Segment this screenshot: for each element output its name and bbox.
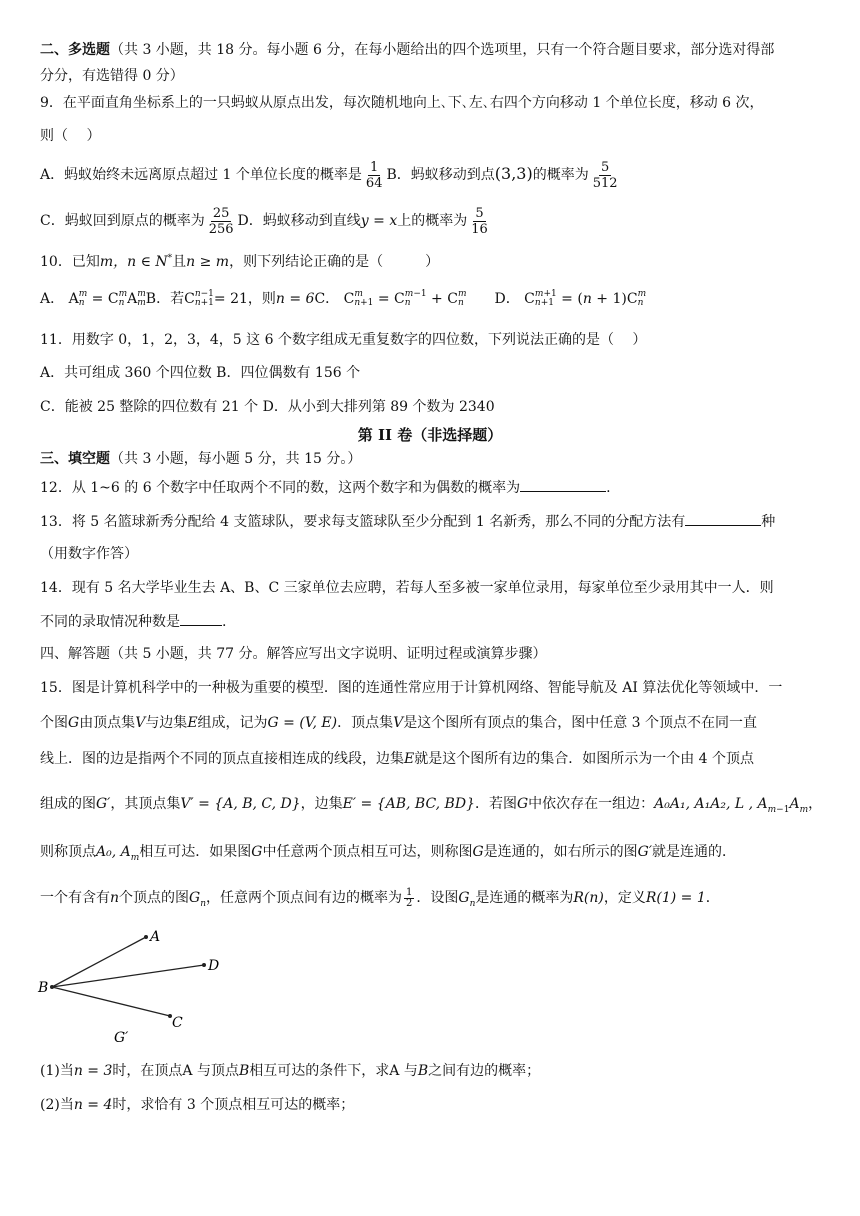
q15-line6: 一个有含有n个顶点的图$G_n$，任意两个顶点间有边的概率为 $\frac{1}{2}$ ．设图$G_n$是连通的概率为R(n)，定义R(1) = 1． <box>40 886 720 909</box>
q14-line1: 14．现有 5 名大学毕业生去 A、B、C 三家单位去应聘，若每人至多被一家单位录用，每家单位至少录用其中一人．则 <box>40 580 774 596</box>
q15-part1-n: n = 3 <box>73 1063 113 1079</box>
q15-line1: 15．图是计算机科学中的一种极为重要的模型．图的连通性常应用于计算机网络、智能导航及 AI 算法优化等领域中．一 <box>40 680 783 696</box>
q15-line2 <box>40 713 824 733</box>
symbol-V: V <box>135 715 146 731</box>
q10-option-b-label: B．若 <box>145 291 185 307</box>
symbol-n: n <box>110 890 120 906</box>
q13-end: 种 <box>761 514 776 530</box>
q15-part1 <box>40 1061 824 1081</box>
q9-option-d-fraction <box>469 206 490 237</box>
q9-option-c-fraction <box>207 206 236 237</box>
q15-part-text: (2)当 <box>40 1097 74 1113</box>
q15-text: 线上．图的边是指两个不同的顶点直接相连成的线段，边集 <box>40 751 404 767</box>
q15-line5: 则称顶点A₀, $A_m$相互可达．如果图G中任意两个顶点相互可达，则称图G是连通的，如右所示的图G′就是连通的． <box>40 844 737 863</box>
q15-text: 是连通的，如右所示的图 <box>483 844 638 860</box>
graph-g-prime-diagram <box>36 924 236 1048</box>
q10-option-c-formula: Cm n+1 = Cm−1 n + Cm n <box>339 289 467 308</box>
q15-R-n: R(n) <box>573 890 604 906</box>
q15-text: 与边集 <box>145 715 188 731</box>
q9-option-c-text: C．蚂蚁回到原点的概率为 <box>40 213 205 229</box>
q15-text: ，任意两个顶点间有边的概率为 <box>206 890 403 906</box>
q9-option-d-text: D．蚂蚁移动到直线 <box>237 213 361 229</box>
q9-option-b-text: B．蚂蚁移动到点 <box>386 167 495 183</box>
q10-stem-n-ge-m: n ≥ m <box>186 254 230 270</box>
q15-part2 <box>40 1095 824 1115</box>
q15-text: 一个有含有 <box>40 890 110 906</box>
label-C: C <box>172 1015 183 1031</box>
symbol-G-prime: G′ <box>637 844 653 860</box>
section-3-note: （共 3 小题，每小题 5 分，共 15 分。） <box>110 451 362 467</box>
q9-options-cd <box>40 203 824 239</box>
q15-part-text: 时，求恰有 3 个顶点相互可达的概率； <box>112 1097 355 1113</box>
vertex-A <box>144 935 148 939</box>
diagram-caption: G′ <box>114 1030 129 1046</box>
q12 <box>40 477 824 498</box>
symbol-B: B <box>238 1063 250 1079</box>
q11-options-cd: C．能被 25 整除的四位数有 21 个 D．从小到大排列第 89 个数为 2340 <box>40 399 495 415</box>
section-2-note: （共 3 小题，共 18 分。每小题 6 分，在每小题给出的四个选项里，只有一个符合题目要求，部分选对得部 <box>110 42 775 58</box>
q13-line2: （用数字作答） <box>40 546 138 562</box>
q13-stem: 13．将 5 名篮球新秀分配给 4 支篮球队，要求每支篮球队至少分配到 1 名新秀，那么不同的分配方法有 <box>40 514 686 530</box>
q15-text: 个顶点的图 <box>119 890 190 906</box>
symbol-G: G <box>68 715 80 731</box>
symbol-Gn: G <box>189 890 201 906</box>
edge-BC <box>52 987 170 1016</box>
vertex-D <box>202 963 206 967</box>
q15-text: ．设图 <box>416 890 459 906</box>
fraction-denominator: 512 <box>592 175 618 191</box>
vertex-B <box>50 985 54 989</box>
q15-line3 <box>40 749 824 769</box>
symbol-E: E <box>404 751 415 767</box>
q9-stem-line2: 则（ ） <box>40 128 101 144</box>
edge-BA <box>52 937 146 987</box>
q14-line2-text: 不同的录取情况种数是 <box>40 614 180 630</box>
q10-option-b-value: n = 6 <box>275 291 315 307</box>
q15-graph-definition: G = (V, E) <box>267 715 338 731</box>
q10-option-d-formula: Cm+1 n+1 = (n + 1)Cm n <box>519 289 647 308</box>
q10-stem-m: m， <box>99 254 128 270</box>
section-2-heading-line <box>40 40 824 60</box>
q10-stem-tail: ，则下列结论正确的是（ ） <box>229 254 440 270</box>
symbol-G: G <box>516 796 529 812</box>
label-A: A <box>150 929 161 945</box>
q9-option-a-fraction <box>364 160 385 191</box>
fraction-numerator: 1 <box>370 159 379 175</box>
q9-option-b-fraction <box>591 160 620 191</box>
symbol-E: E <box>187 715 198 731</box>
q15-part-text: (1)当 <box>40 1063 74 1079</box>
q10-option-b-text: = 21，则 <box>213 291 276 307</box>
section-2-heading: 二、多选题 <box>40 42 110 58</box>
q15-text: 就是连通的． <box>652 844 737 860</box>
q10-stem: 10．已知m，n ∈ N*且n ≥ m，则下列结论正确的是（ ） <box>40 253 440 270</box>
q12-stem: 12．从 1~6 的 6 个数字中任取两个不同的数，这两个数字和为偶数的概率为 <box>40 480 521 496</box>
q10-option-a-label: A． <box>40 291 65 307</box>
q9-option-d-text2: 上的概率为 <box>397 213 468 229</box>
fraction-denominator: 64 <box>365 175 383 191</box>
symbol-G: G <box>251 844 263 860</box>
q15-text: 相互可达．如果图 <box>139 844 252 860</box>
q14-end: . <box>222 614 227 630</box>
q10-option-b-formula: Cn−1 n+1 <box>184 289 214 308</box>
q9-options-ab <box>40 156 824 192</box>
section-2-note-line2: 分分，有选错得 0 分） <box>40 68 184 84</box>
q15-part-text: 时，在顶点A 与顶点 <box>112 1063 239 1079</box>
symbol-V: V <box>393 715 404 731</box>
section-3-heading: 三、填空题 <box>40 451 110 467</box>
q10-stem-n-in-N: n ∈ N <box>127 254 168 270</box>
symbol-Gn: G <box>458 890 470 906</box>
q15-line4: 组成的图G′，其顶点集V′ = {A, B, C, D}，边集E′ = {AB, BC, BD}．若图G中依次存在一组边：A₀A₁, A₁A₂, L , $A_{m-1}A_m$， <box>40 796 823 815</box>
edge-BD <box>52 965 204 987</box>
fraction-denominator: 16 <box>471 221 488 237</box>
q15-text: 组成，记为 <box>197 715 268 731</box>
fraction-numerator: 5 <box>475 205 484 221</box>
q15-text: 是这个图所有顶点的集合，图中任意 3 个顶点不在同一直 <box>403 715 758 731</box>
q13 <box>40 511 824 532</box>
q9-stem-line1: 9．在平面直角坐标系上的一只蚂蚁从原点出发，每次随机地向上､下､左､右四个方向移动 1 个单位长度，移动 6 次， <box>40 95 764 111</box>
section-3-heading-line <box>40 449 824 469</box>
symbol-G: G <box>472 844 484 860</box>
q10-stem-and: 且 <box>172 254 187 270</box>
part-2-title: 第 II 卷（非选择题） <box>357 426 503 444</box>
q15-vertex-set: V′ = {A, B, C, D} <box>180 796 301 812</box>
q15-text: ．若图 <box>474 796 517 812</box>
q14-line2 <box>40 611 824 632</box>
q15-text: 则称顶点 <box>40 844 96 860</box>
q15-edge-set: E′ = {AB, BC, BD} <box>342 796 475 812</box>
q13-answer-blank[interactable] <box>685 511 761 526</box>
q14-answer-blank[interactable] <box>180 611 222 626</box>
q15-text: ，其顶点集 <box>110 796 181 812</box>
q15-text: 就是这个图所有边的集合．如图所示为一个由 4 个顶点 <box>414 751 755 767</box>
label-B: B <box>38 980 49 996</box>
q15-text: ． <box>705 890 720 906</box>
fraction-numerator: 1 <box>406 886 413 898</box>
q15-text: 中任意两个顶点相互可达，则称图 <box>262 844 473 860</box>
q10-stem-a: 10．已知 <box>40 254 100 270</box>
q15-text: 是连通的概率为 <box>475 890 574 906</box>
q15-edge-sequence: A₀A₁, A₁A₂, L , A <box>654 796 768 812</box>
q15-text: ，边集 <box>300 796 343 812</box>
section-4-heading: 四、解答题（共 5 小题，共 77 分。解答应写出文字说明、证明过程或演算步骤） <box>40 646 547 662</box>
fraction-denominator: 256 <box>208 221 234 237</box>
q15-part-text: 之间有边的概率； <box>428 1063 541 1079</box>
q15-text: 中依次存在一组边： <box>528 796 655 812</box>
q15-R-1: R(1) = 1 <box>645 890 706 906</box>
q11-stem: 11．用数字 0，1，2，3，4，5 这 6 个数字组成无重复数字的四位数，下列说法正确的是（ ） <box>40 332 647 348</box>
q15-text: ．顶点集 <box>337 715 394 731</box>
q15-text: 由顶点集 <box>79 715 136 731</box>
q12-end: . <box>606 480 611 496</box>
fraction-denominator: 2 <box>406 897 413 909</box>
q9-option-b-point: (3,3) <box>494 164 533 183</box>
symbol-G-prime: G′ <box>96 796 111 812</box>
q9-option-b-text2: 的概率为 <box>532 167 589 183</box>
fraction-numerator: 25 <box>212 205 230 221</box>
q10-option-d-label: D． <box>494 291 520 307</box>
q15-vertices-A0-Am: A₀, A <box>96 844 131 860</box>
fraction-numerator: 5 <box>600 159 610 175</box>
q10-option-a-formula: Am n = Cm n Am m <box>64 289 146 308</box>
q11-options-ab: A．共可组成 360 个四位数 B．四位偶数有 156 个 <box>40 365 361 381</box>
label-D: D <box>208 958 220 974</box>
q15-text: 个图 <box>40 715 68 731</box>
q15-part2-n: n = 4 <box>73 1097 113 1113</box>
q9-option-a-text: A．蚂蚁始终未远离原点超过 1 个单位长度的概率是 <box>40 167 362 183</box>
q15-half-fraction <box>404 888 414 909</box>
q15-text: ，定义 <box>603 890 646 906</box>
q10-options <box>40 289 824 309</box>
q12-answer-blank[interactable] <box>520 477 606 492</box>
q10-option-c-label: C． <box>314 291 340 307</box>
q15-text: 组成的图 <box>40 796 96 812</box>
q15-part-text: 相互可达的条件下，求A 与 <box>249 1063 418 1079</box>
symbol-B: B <box>417 1063 429 1079</box>
q9-option-d-line: y = x <box>360 213 398 229</box>
